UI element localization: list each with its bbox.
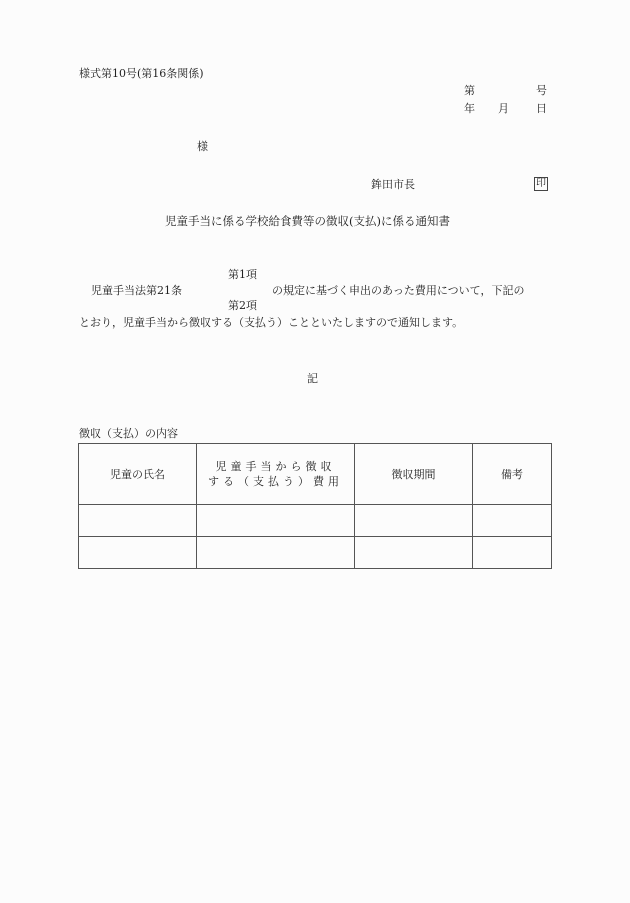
- collection-content-table: [78, 443, 552, 569]
- date-month-label: 月: [498, 102, 509, 115]
- table-header-row: [79, 444, 552, 505]
- date-year-label: 年: [464, 102, 475, 115]
- table-row: [79, 537, 552, 569]
- header-fee: [197, 444, 355, 505]
- table-caption: 徴収（支払）の内容: [79, 427, 178, 440]
- document-number-prefix: 第: [464, 84, 475, 97]
- cell-child-name[interactable]: [79, 537, 197, 569]
- header-fee-line-1: 児童手当から徴収: [215, 460, 336, 473]
- issuer-name: 鉾田市長: [371, 178, 415, 191]
- body-text-line-2: とおり，児童手当から徴収する（支払う）ことといたしますので通知します。: [79, 316, 464, 329]
- seal-icon: 印: [536, 178, 546, 189]
- header-fee-line-2: する（支払う）費用: [208, 475, 343, 488]
- ki-heading: 記: [307, 372, 318, 385]
- table-row: [79, 505, 552, 537]
- cell-remarks[interactable]: [473, 537, 552, 569]
- cell-child-name[interactable]: [79, 505, 197, 537]
- addressee-honorific: 様: [197, 140, 208, 153]
- cell-fee[interactable]: [197, 537, 355, 569]
- date-day-label: 日: [536, 102, 547, 115]
- form-number: 様式第10号(第16条関係): [79, 67, 204, 80]
- clause-2-option: 第2項: [228, 299, 257, 312]
- clause-1-option: 第1項: [228, 268, 257, 281]
- law-reference: 児童手当法第21条: [91, 284, 182, 297]
- cell-fee[interactable]: [197, 505, 355, 537]
- cell-remarks[interactable]: [473, 505, 552, 537]
- document-title: 児童手当に係る学校給食費等の徴収(支払)に係る通知書: [165, 214, 450, 228]
- header-child-name: 児童の氏名: [79, 444, 197, 505]
- header-collection-period: 徴収期間: [355, 444, 473, 505]
- body-text-line-1: の規定に基づく申出のあった費用について，下記の: [272, 284, 525, 297]
- cell-collection-period[interactable]: [355, 505, 473, 537]
- cell-collection-period[interactable]: [355, 537, 473, 569]
- header-remarks: 備考: [473, 444, 552, 505]
- document-number-suffix: 号: [536, 84, 547, 97]
